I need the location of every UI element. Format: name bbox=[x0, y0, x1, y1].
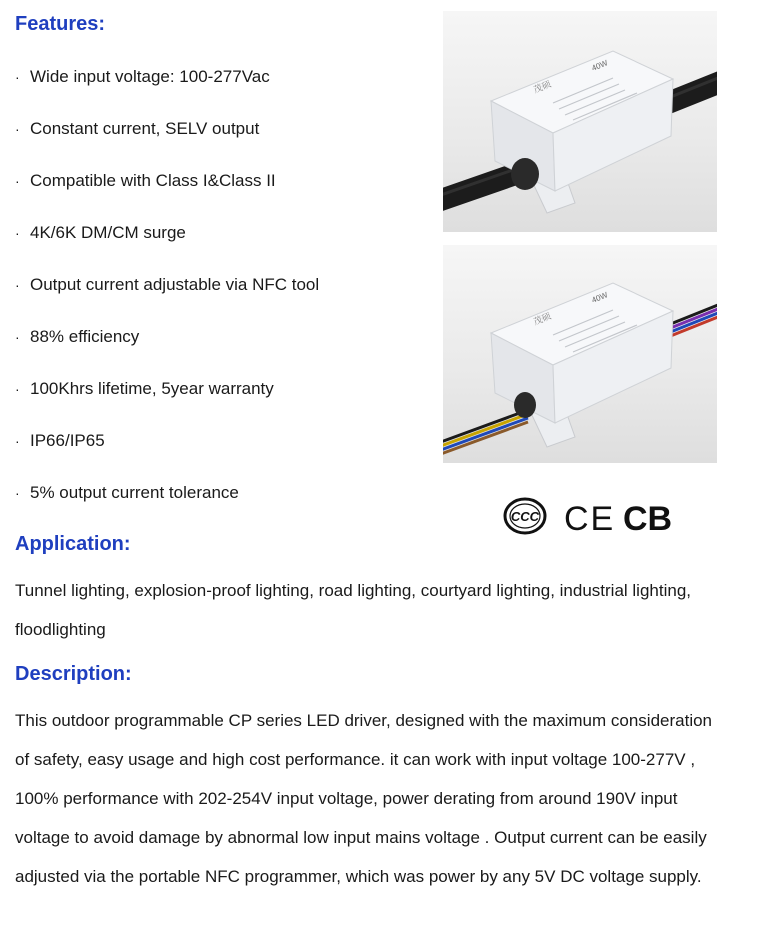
cable-gland bbox=[511, 158, 539, 190]
feature-text: 5% output current tolerance bbox=[30, 483, 239, 502]
list-item bbox=[15, 166, 319, 218]
application-text: Tunnel lighting, explosion-proof lighting, road lighting, courtyard lighting, industrial lighting, floodlighting bbox=[15, 581, 691, 639]
bullet: · bbox=[15, 69, 20, 85]
application-heading: Application: bbox=[15, 533, 131, 555]
feature-text: 88% efficiency bbox=[30, 327, 140, 346]
wattage-label: 40W bbox=[590, 58, 610, 73]
list-item bbox=[15, 478, 319, 530]
cb-mark: CB bbox=[623, 500, 673, 538]
product-photo-cable bbox=[443, 11, 717, 232]
bullet: · bbox=[15, 277, 20, 293]
ce-mark: CE bbox=[564, 500, 616, 538]
list-item bbox=[15, 218, 319, 270]
list-item bbox=[15, 114, 319, 166]
cable-gland bbox=[514, 392, 536, 418]
description-text: This outdoor programmable CP series LED driver, designed with the maximum consideration of safety, easy usage and high cost performance. it can work with input voltage 100-277V , 100% performance with 202-254V input voltage, power derating from around 190V input voltage to avoid damage by abnormal low input mains voltage . Output current can be easily adjusted via the portable NFC programmer, which was power by any 5V DC voltage supply. bbox=[15, 711, 713, 886]
colored-wires-right bbox=[668, 303, 717, 337]
wattage-label: 40W bbox=[590, 290, 610, 305]
bullet: · bbox=[15, 225, 20, 241]
feature-text: Compatible with Class I&Class II bbox=[30, 171, 276, 190]
list-item bbox=[15, 322, 319, 374]
svg-text:CCC: CCC bbox=[510, 509, 540, 524]
bullet: · bbox=[15, 121, 20, 137]
bullet: · bbox=[15, 433, 20, 449]
features-heading: Features: bbox=[15, 13, 106, 35]
feature-text: Constant current, SELV output bbox=[30, 119, 260, 138]
brand-label: 茂硕 bbox=[532, 79, 553, 96]
feature-text: Wide input voltage: 100-277Vac bbox=[30, 67, 270, 86]
list-item bbox=[15, 62, 319, 114]
product-photo-wires bbox=[443, 245, 717, 463]
list-item bbox=[15, 374, 319, 426]
bullet: · bbox=[15, 485, 20, 501]
bullet: · bbox=[15, 381, 20, 397]
feature-text: Output current adjustable via NFC tool bbox=[30, 275, 320, 294]
list-item bbox=[15, 426, 319, 478]
colored-wires-left bbox=[443, 410, 528, 455]
feature-text: IP66/IP65 bbox=[30, 431, 105, 450]
feature-text: 100Khrs lifetime, 5year warranty bbox=[30, 379, 274, 398]
list-item bbox=[15, 270, 319, 322]
certification-logos bbox=[503, 493, 678, 539]
ccc-logo-icon bbox=[505, 499, 545, 533]
bullet: · bbox=[15, 173, 20, 189]
description-heading: Description: bbox=[15, 663, 132, 685]
bullet: · bbox=[15, 329, 20, 345]
brand-label: 茂硕 bbox=[532, 311, 553, 328]
feature-list bbox=[15, 62, 319, 530]
feature-text: 4K/6K DM/CM surge bbox=[30, 223, 186, 242]
